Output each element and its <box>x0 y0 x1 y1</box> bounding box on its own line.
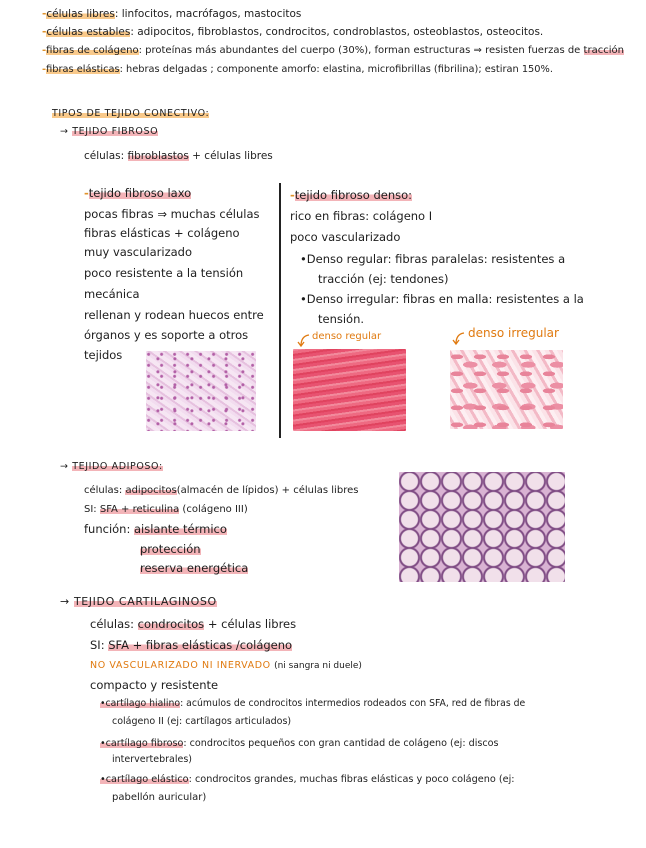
list-item-fibras-colageno: -fibras de colágeno: proteínas más abundantes del cuerpo (30%), forman estructuras ⇒ resisten fuerzas de tracción <box>42 45 624 56</box>
term-hialino: •cartílago hialino <box>100 698 181 709</box>
cartilaginoso-celulas-hl: condrocitos <box>137 617 205 631</box>
column-divider <box>279 183 281 438</box>
fibroso-celulas: células: fibroblastos + células libres <box>84 150 273 162</box>
micrograph-denso-regular <box>293 349 406 431</box>
cartilago-hialino-2: colágeno II (ej: cartílagos articulados) <box>112 716 292 727</box>
adiposo-si: SI: SFA + reticulina (colágeno III) <box>84 504 248 515</box>
funcion-3: reserva energética <box>140 561 249 575</box>
laxo-line-2: fibras elásticas + colágeno <box>84 226 240 240</box>
denso-irregular-1: •Denso irregular: fibras en malla: resistentes a la <box>300 292 584 306</box>
adiposo-si-hl: SFA + reticulina <box>99 504 180 515</box>
micrograph-denso-irregular <box>450 350 563 429</box>
laxo-line-7: órganos y es soporte a otros <box>84 328 249 342</box>
laxo-line-3: muy vascularizado <box>84 245 192 259</box>
arrow-icon: → <box>60 595 70 608</box>
desc-celulas-libres: : linfocitos, macrófagos, mastocitos <box>114 8 302 20</box>
curved-arrow-icon <box>297 332 311 348</box>
curved-arrow-icon <box>452 330 466 346</box>
term-traccion: tracción <box>583 45 624 56</box>
section-title-tipos: TIPOS DE TEJIDO CONECTIVO: <box>52 108 210 119</box>
cartilaginoso-no-vasc: NO VASCULARIZADO NI INERVADO (ni sangra ni duele) <box>90 660 362 671</box>
micrograph-tejido-adiposo <box>399 472 565 582</box>
heading-tejido-fibroso: → TEJIDO FIBROSO <box>60 126 159 137</box>
cartilago-fibroso-1: •cartílago fibroso: condrocitos pequeños con gran cantidad de colágeno (ej: discos <box>100 738 499 749</box>
cartilaginoso-celulas: células: condrocitos + células libres <box>90 617 297 631</box>
denso-title: -tejido fibroso denso: <box>290 188 413 202</box>
desc-celulas-estables: : adipocitos, fibroblastos, condrocitos, condroblastos, osteoblastos, osteocitos. <box>130 26 544 38</box>
cartilaginoso-si-hl: SFA + fibras elásticas /colágeno <box>108 638 293 652</box>
cartilago-elastico-2: pabellón auricular) <box>112 792 207 803</box>
cartilaginoso-si: SI: SFA + fibras elásticas /colágeno <box>90 638 293 652</box>
laxo-line-4: poco resistente a la tensión <box>84 266 244 280</box>
cartilaginoso-compacto: compacto y resistente <box>90 678 219 692</box>
laxo-title: -tejido fibroso laxo <box>84 186 192 200</box>
term-fibroso: •cartílago fibroso <box>100 738 184 749</box>
laxo-line-8: tejidos <box>84 348 123 362</box>
funcion-1: aislante térmico <box>134 522 227 536</box>
cartilago-elastico-1: •cartílago elástico: condrocitos grandes, muchas fibras elásticas y poco colágeno (ej: <box>100 774 515 785</box>
micrograph-tejido-laxo <box>146 351 256 431</box>
laxo-line-5: mecánica <box>84 287 140 301</box>
denso-regular-2: tracción (ej: tendones) <box>318 272 449 286</box>
label-denso-irregular: denso irregular <box>468 326 559 340</box>
term-elastico: •cartílago elástico <box>100 774 189 785</box>
term-fibras-colageno: fibras de colágeno <box>46 45 139 56</box>
cartilago-fibroso-2: intervertebrales) <box>112 754 192 765</box>
arrow-icon: → <box>60 461 69 472</box>
laxo-line-1: pocas fibras ⇒ muchas células <box>84 207 260 221</box>
adiposo-funcion: función: aislante térmico <box>84 522 227 536</box>
adiposo-celulas-hl: adipocitos <box>125 485 177 496</box>
desc-fibras-elasticas: : hebras delgadas ; componente amorfo: elastina, microfibrillas (fibrilina); estiran 150%. <box>119 64 553 75</box>
term-celulas-estables: células estables <box>46 26 131 38</box>
funcion-2: protección <box>140 542 201 556</box>
list-item-celulas-estables: -células estables: adipocitos, fibroblastos, condrocitos, condroblastos, osteoblastos, osteocitos. <box>42 26 544 38</box>
fibroso-celulas-hl: fibroblastos <box>127 150 189 162</box>
cartilago-hialino-1: •cartílago hialino: acúmulos de condrocitos intermedios rodeados con SFA, red de fibras de <box>100 698 526 709</box>
heading-tejido-cartilaginoso: → TEJIDO CARTILAGINOSO <box>60 595 217 608</box>
denso-line-2: poco vascularizado <box>290 230 401 244</box>
label-denso-regular: denso regular <box>312 331 382 342</box>
laxo-line-6: rellenan y rodean huecos entre <box>84 308 264 322</box>
list-item-celulas-libres: -células libres: linfocitos, macrófagos, mastocitos <box>42 8 302 20</box>
term-fibras-elasticas: fibras elásticas <box>46 64 120 75</box>
adiposo-celulas: células: adipocitos(almacén de lípidos) + células libres <box>84 485 359 496</box>
heading-tejido-adiposo: → TEJIDO ADIPOSO: <box>60 461 163 472</box>
arrow-icon: → <box>60 126 69 137</box>
desc-fibras-colageno: : proteínas más abundantes del cuerpo (30%), forman estructuras ⇒ resisten fuerzas de <box>138 45 581 56</box>
term-celulas-libres: células libres <box>46 8 115 20</box>
denso-line-1: rico en fibras: colágeno I <box>290 209 433 223</box>
denso-regular-1: •Denso regular: fibras paralelas: resistentes a <box>300 252 566 266</box>
list-item-fibras-elasticas: -fibras elásticas: hebras delgadas ; componente amorfo: elastina, microfibrillas (fibrilina); estiran 150%. <box>42 64 553 75</box>
denso-irregular-2: tensión. <box>318 312 365 326</box>
